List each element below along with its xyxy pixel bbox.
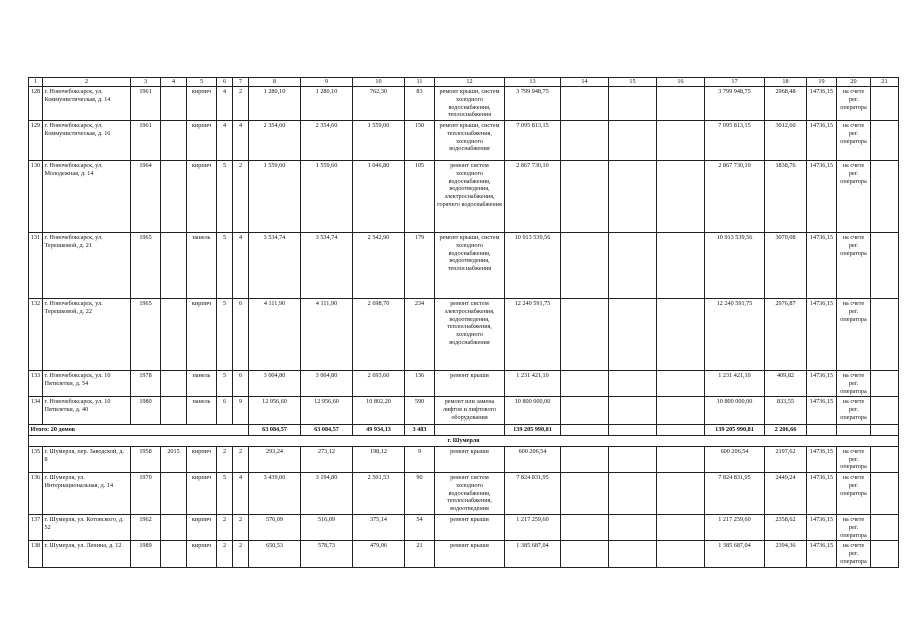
cost-per-m2: 2968,48: [765, 87, 807, 121]
cost-per-m2: 1838,76: [765, 161, 807, 233]
empty-cell: [657, 425, 705, 436]
year-built: 1980: [131, 397, 161, 425]
column-number: 18: [765, 78, 807, 87]
cost-owners: 3 799 948,75: [705, 87, 765, 121]
cost-per-m2: 409,82: [765, 371, 807, 397]
area-total: 1 280,10: [249, 87, 301, 121]
cost-total: 600 206,54: [505, 446, 561, 472]
column-number: 7: [233, 78, 249, 87]
cost-owners: 1 217 259,60: [705, 515, 765, 541]
column-number: 3: [131, 78, 161, 87]
residents: 21: [405, 541, 435, 567]
area-residential: 375,14: [353, 515, 405, 541]
wall-material: кирпич: [187, 161, 217, 233]
column-number: 11: [405, 78, 435, 87]
entrances: 2: [233, 87, 249, 121]
row-number: 129: [29, 121, 43, 161]
cost-per-m2: 833,55: [765, 397, 807, 425]
floors: 5: [217, 371, 233, 397]
total-per-m2: 2 206,66: [765, 425, 807, 436]
cost-per-m2: 2394,36: [765, 541, 807, 567]
area-premises: 3 004,80: [301, 371, 353, 397]
works-list: ремонт систем холодного водоснабжения, теплоснабжения, водоотведения: [435, 473, 505, 515]
area-premises: 3 534,74: [301, 233, 353, 299]
accumulation-method: на счете рег. оператора: [837, 121, 871, 161]
year-built: 1962: [131, 515, 161, 541]
table-row: [29, 161, 899, 233]
accumulation-method: на счете рег. оператора: [837, 233, 871, 299]
table-row: [29, 473, 899, 515]
column-number: 16: [657, 78, 705, 87]
row-number: 135: [29, 446, 43, 472]
cost-owners: 12 240 591,75: [705, 299, 765, 371]
cost-total: 7 824 831,95: [505, 473, 561, 515]
cost-per-m2: 2197,62: [765, 446, 807, 472]
entrances: 9: [233, 397, 249, 425]
max-cost-per-m2: 14736,15: [807, 446, 837, 472]
area-premises: 1 559,60: [301, 161, 353, 233]
residents: 590: [405, 397, 435, 425]
cost-owners: 7 824 831,95: [705, 473, 765, 515]
area-premises: 578,73: [301, 541, 353, 567]
table-row: [29, 515, 899, 541]
accumulation-method: на счете рег. оператора: [837, 473, 871, 515]
area-total: 293,24: [249, 446, 301, 472]
planned-date: [871, 371, 899, 397]
entrances: 4: [233, 233, 249, 299]
row-number: 133: [29, 371, 43, 397]
works-list: ремонт систем электроснабжения, водоотведения, теплоснабжения, холодного водоснабжения: [435, 299, 505, 371]
cost-budget-local: [657, 161, 705, 233]
residents: 54: [405, 515, 435, 541]
cost-total: 2 867 730,10: [505, 161, 561, 233]
address: г. Шумерля, пер. Заводской, д. 8: [43, 446, 131, 472]
cost-budget-rep: [609, 541, 657, 567]
entrances: 4: [233, 121, 249, 161]
floors: 4: [217, 87, 233, 121]
year-renovated: [161, 397, 187, 425]
cost-owners: 1 231 421,10: [705, 371, 765, 397]
cost-fund: [561, 473, 609, 515]
cost-fund: [561, 446, 609, 472]
year-built: 1961: [131, 87, 161, 121]
address: г. Новочебоксарск, ул. 10 Пятилетки, д. 54: [43, 371, 131, 397]
area-residential: 2 501,53: [353, 473, 405, 515]
cost-budget-local: [657, 87, 705, 121]
max-cost-per-m2: 14736,15: [807, 397, 837, 425]
residents: 234: [405, 299, 435, 371]
accumulation-method: на счете рег. оператора: [837, 541, 871, 567]
accumulation-method: на счете рег. оператора: [837, 161, 871, 233]
entrances: 6: [233, 299, 249, 371]
address: г. Новочебоксарск, ул. Коммунистическая, д. 16: [43, 121, 131, 161]
residents: 179: [405, 233, 435, 299]
address: г. Шумерля, ул. Ленина, д. 12: [43, 541, 131, 567]
floors: 2: [217, 541, 233, 567]
cost-owners: 10 800 000,00: [705, 397, 765, 425]
table-row: [29, 121, 899, 161]
column-number: 13: [505, 78, 561, 87]
floors: 4: [217, 121, 233, 161]
address: г. Новочебоксарск, ул. Коммунистическая, д. 14: [43, 87, 131, 121]
year-renovated: [161, 87, 187, 121]
total-cost: 139 205 990,81: [505, 425, 561, 436]
table-row: [29, 233, 899, 299]
area-residential: 2 542,90: [353, 233, 405, 299]
table-row: [29, 541, 899, 567]
floors: 5: [217, 473, 233, 515]
wall-material: кирпич: [187, 299, 217, 371]
max-cost-per-m2: 14736,15: [807, 233, 837, 299]
floors: 6: [217, 397, 233, 425]
year-built: 1964: [131, 161, 161, 233]
row-number: 131: [29, 233, 43, 299]
total-label: Итого: 20 домов: [29, 425, 249, 436]
year-built: 1989: [131, 541, 161, 567]
wall-material: кирпич: [187, 473, 217, 515]
year-renovated: [161, 233, 187, 299]
cost-fund: [561, 371, 609, 397]
area-residential: 1 046,80: [353, 161, 405, 233]
total-row: [29, 425, 899, 436]
max-cost-per-m2: 14736,15: [807, 299, 837, 371]
cost-total: 1 217 259,60: [505, 515, 561, 541]
residents: 9: [405, 446, 435, 472]
entrances: 2: [233, 446, 249, 472]
residents: 83: [405, 87, 435, 121]
wall-material: кирпич: [187, 121, 217, 161]
area-total: 12 956,60: [249, 397, 301, 425]
cost-budget-local: [657, 371, 705, 397]
floors: 5: [217, 233, 233, 299]
column-number: 2: [43, 78, 131, 87]
address: г. Новочебоксарск, ул. Терешковой, д. 22: [43, 299, 131, 371]
year-built: 1978: [131, 371, 161, 397]
cost-budget-rep: [609, 121, 657, 161]
year-built: 1958: [131, 446, 161, 472]
cost-per-m2: 2449,24: [765, 473, 807, 515]
column-number: 15: [609, 78, 657, 87]
accumulation-method: на счете рег. оператора: [837, 446, 871, 472]
cost-budget-local: [657, 233, 705, 299]
area-total: 1 559,60: [249, 161, 301, 233]
cost-budget-rep: [609, 515, 657, 541]
city-heading: г. Шумерля: [29, 436, 899, 447]
area-residential: 1 559,00: [353, 121, 405, 161]
year-built: 1965: [131, 299, 161, 371]
cost-fund: [561, 299, 609, 371]
area-total: 650,53: [249, 541, 301, 567]
cost-budget-rep: [609, 473, 657, 515]
planned-date: [871, 161, 899, 233]
residents: 105: [405, 161, 435, 233]
cost-budget-rep: [609, 233, 657, 299]
area-total: 4 111,90: [249, 299, 301, 371]
entrances: 2: [233, 161, 249, 233]
cost-budget-rep: [609, 446, 657, 472]
area-total: 3 534,74: [249, 233, 301, 299]
address: г. Шумерля, ул. Интернациональная, д. 14: [43, 473, 131, 515]
works-list: ремонт крыши, систем холодного водоснабжения, теплоснабжения: [435, 87, 505, 121]
entrances: 6: [233, 371, 249, 397]
planned-date: [871, 541, 899, 567]
wall-material: панель: [187, 233, 217, 299]
planned-date: [871, 121, 899, 161]
residents: 150: [405, 121, 435, 161]
table-row: [29, 397, 899, 425]
column-number: 6: [217, 78, 233, 87]
area-total: 3 004,80: [249, 371, 301, 397]
row-number: 138: [29, 541, 43, 567]
max-cost-per-m2: 14736,15: [807, 541, 837, 567]
address: г. Новочебоксарск, ул. 10 Пятилетки, д. 40: [43, 397, 131, 425]
column-number-row: [29, 78, 899, 87]
area-premises: 4 111,90: [301, 299, 353, 371]
accumulation-method: на счете рег. оператора: [837, 515, 871, 541]
row-number: 134: [29, 397, 43, 425]
cost-per-m2: 2976,87: [765, 299, 807, 371]
area-total: 576,09: [249, 515, 301, 541]
cost-owners: 7 095 813,15: [705, 121, 765, 161]
floors: 2: [217, 446, 233, 472]
column-number: 14: [561, 78, 609, 87]
cost-owners: 10 913 539,56: [705, 233, 765, 299]
planned-date: [871, 446, 899, 472]
wall-material: кирпич: [187, 446, 217, 472]
year-built: 1965: [131, 233, 161, 299]
row-number: 128: [29, 87, 43, 121]
cost-budget-rep: [609, 161, 657, 233]
cost-fund: [561, 397, 609, 425]
year-built: 1961: [131, 121, 161, 161]
wall-material: кирпич: [187, 515, 217, 541]
area-premises: 516,09: [301, 515, 353, 541]
cost-total: 3 799 948,75: [505, 87, 561, 121]
row-number: 132: [29, 299, 43, 371]
cost-budget-rep: [609, 397, 657, 425]
area-premises: 273,12: [301, 446, 353, 472]
accumulation-method: на счете рег. оператора: [837, 299, 871, 371]
max-cost-per-m2: 14736,15: [807, 161, 837, 233]
cost-fund: [561, 161, 609, 233]
floors: 2: [217, 515, 233, 541]
works-list: ремонт крыши, систем теплоснабжения, холодного водоснабжения: [435, 121, 505, 161]
year-renovated: [161, 371, 187, 397]
max-cost-per-m2: 14736,15: [807, 473, 837, 515]
area-premises: 3 194,80: [301, 473, 353, 515]
cost-fund: [561, 87, 609, 121]
cost-total: 1 385 687,04: [505, 541, 561, 567]
area-premises: 12 956,60: [301, 397, 353, 425]
total-area-residential: 49 934,13: [353, 425, 405, 436]
year-built: 1970: [131, 473, 161, 515]
cost-budget-local: [657, 397, 705, 425]
area-total: 2 354,60: [249, 121, 301, 161]
planned-date: [871, 233, 899, 299]
year-renovated: 2015: [161, 446, 187, 472]
cost-budget-local: [657, 446, 705, 472]
cost-budget-local: [657, 473, 705, 515]
column-number: 17: [705, 78, 765, 87]
buildings-table: [28, 77, 899, 568]
empty-cell: [435, 425, 505, 436]
empty-cell: [871, 425, 899, 436]
year-renovated: [161, 161, 187, 233]
floors: 5: [217, 299, 233, 371]
row-number: 136: [29, 473, 43, 515]
column-number: 9: [301, 78, 353, 87]
area-premises: 1 280,10: [301, 87, 353, 121]
entrances: 2: [233, 515, 249, 541]
accumulation-method: на счете рег. оператора: [837, 87, 871, 121]
cost-owners: 600 206,54: [705, 446, 765, 472]
cost-per-m2: 3012,60: [765, 121, 807, 161]
city-heading-row: [29, 436, 899, 447]
table-row: [29, 371, 899, 397]
works-list: ремонт крыши: [435, 515, 505, 541]
planned-date: [871, 299, 899, 371]
column-number: 12: [435, 78, 505, 87]
table-row: [29, 299, 899, 371]
entrances: 2: [233, 541, 249, 567]
cost-total: 10 913 539,56: [505, 233, 561, 299]
column-number: 8: [249, 78, 301, 87]
cost-fund: [561, 233, 609, 299]
wall-material: кирпич: [187, 87, 217, 121]
area-residential: 10 802,20: [353, 397, 405, 425]
planned-date: [871, 473, 899, 515]
cost-total: 1 231 421,10: [505, 371, 561, 397]
column-number: 5: [187, 78, 217, 87]
max-cost-per-m2: 14736,15: [807, 87, 837, 121]
column-number: 21: [871, 78, 899, 87]
wall-material: кирпич: [187, 541, 217, 567]
cost-fund: [561, 121, 609, 161]
cost-per-m2: 2358,62: [765, 515, 807, 541]
cost-total: 10 800 000,00: [505, 397, 561, 425]
row-number: 137: [29, 515, 43, 541]
column-number: 1: [29, 78, 43, 87]
cost-budget-local: [657, 299, 705, 371]
works-list: ремонт крыши: [435, 371, 505, 397]
wall-material: панель: [187, 397, 217, 425]
year-renovated: [161, 473, 187, 515]
max-cost-per-m2: 14736,15: [807, 121, 837, 161]
area-residential: 198,12: [353, 446, 405, 472]
cost-budget-rep: [609, 299, 657, 371]
works-list: ремонт крыши: [435, 541, 505, 567]
area-residential: 479,06: [353, 541, 405, 567]
empty-cell: [609, 425, 657, 436]
total-residents: 3 483: [405, 425, 435, 436]
cost-owners: 1 385 687,04: [705, 541, 765, 567]
works-list: ремонт крыши: [435, 446, 505, 472]
total-area-total: 63 084,57: [249, 425, 301, 436]
total-cost-owners: 139 205 990,81: [705, 425, 765, 436]
planned-date: [871, 87, 899, 121]
cost-total: 7 095 813,15: [505, 121, 561, 161]
max-cost-per-m2: 14736,15: [807, 515, 837, 541]
table-row: [29, 446, 899, 472]
cost-fund: [561, 541, 609, 567]
column-number: 10: [353, 78, 405, 87]
planned-date: [871, 515, 899, 541]
row-number: 130: [29, 161, 43, 233]
cost-budget-local: [657, 541, 705, 567]
total-area-premises: 63 084,57: [301, 425, 353, 436]
floors: 5: [217, 161, 233, 233]
area-residential: 2 698,70: [353, 299, 405, 371]
address: г. Новочебоксарск, ул. Терешковой, д. 21: [43, 233, 131, 299]
year-renovated: [161, 121, 187, 161]
cost-budget-rep: [609, 371, 657, 397]
cost-owners: 2 867 730,10: [705, 161, 765, 233]
empty-cell: [837, 425, 871, 436]
cost-fund: [561, 515, 609, 541]
empty-cell: [807, 425, 837, 436]
wall-material: панель: [187, 371, 217, 397]
address: г. Новочебоксарск, ул. Молодежная, д. 14: [43, 161, 131, 233]
column-number: 20: [837, 78, 871, 87]
residents: 136: [405, 371, 435, 397]
column-number: 4: [161, 78, 187, 87]
area-premises: 2 354,60: [301, 121, 353, 161]
area-residential: 762,30: [353, 87, 405, 121]
year-renovated: [161, 299, 187, 371]
works-list: ремонт крыши, систем холодного водоснабжения, водоотведения, теплоснабжения: [435, 233, 505, 299]
cost-per-m2: 3070,08: [765, 233, 807, 299]
max-cost-per-m2: 14736,15: [807, 371, 837, 397]
residents: 90: [405, 473, 435, 515]
planned-date: [871, 397, 899, 425]
address: г. Шумерля, ул. Котовского, д. 52: [43, 515, 131, 541]
area-total: 3 439,00: [249, 473, 301, 515]
entrances: 4: [233, 473, 249, 515]
cost-budget-local: [657, 515, 705, 541]
area-residential: 2 693,60: [353, 371, 405, 397]
empty-cell: [561, 425, 609, 436]
accumulation-method: на счете рег. оператора: [837, 371, 871, 397]
column-number: 19: [807, 78, 837, 87]
cost-budget-local: [657, 121, 705, 161]
table-row: [29, 87, 899, 121]
accumulation-method: на счете рег. оператора: [837, 397, 871, 425]
works-list: ремонт систем холодного водоснабжения, водоотведения, электроснабжения, горячего водоснабжения: [435, 161, 505, 233]
year-renovated: [161, 541, 187, 567]
works-list: ремонт или замена лифтов и лифтового оборудования: [435, 397, 505, 425]
year-renovated: [161, 515, 187, 541]
cost-budget-rep: [609, 87, 657, 121]
cost-total: 12 240 591,75: [505, 299, 561, 371]
